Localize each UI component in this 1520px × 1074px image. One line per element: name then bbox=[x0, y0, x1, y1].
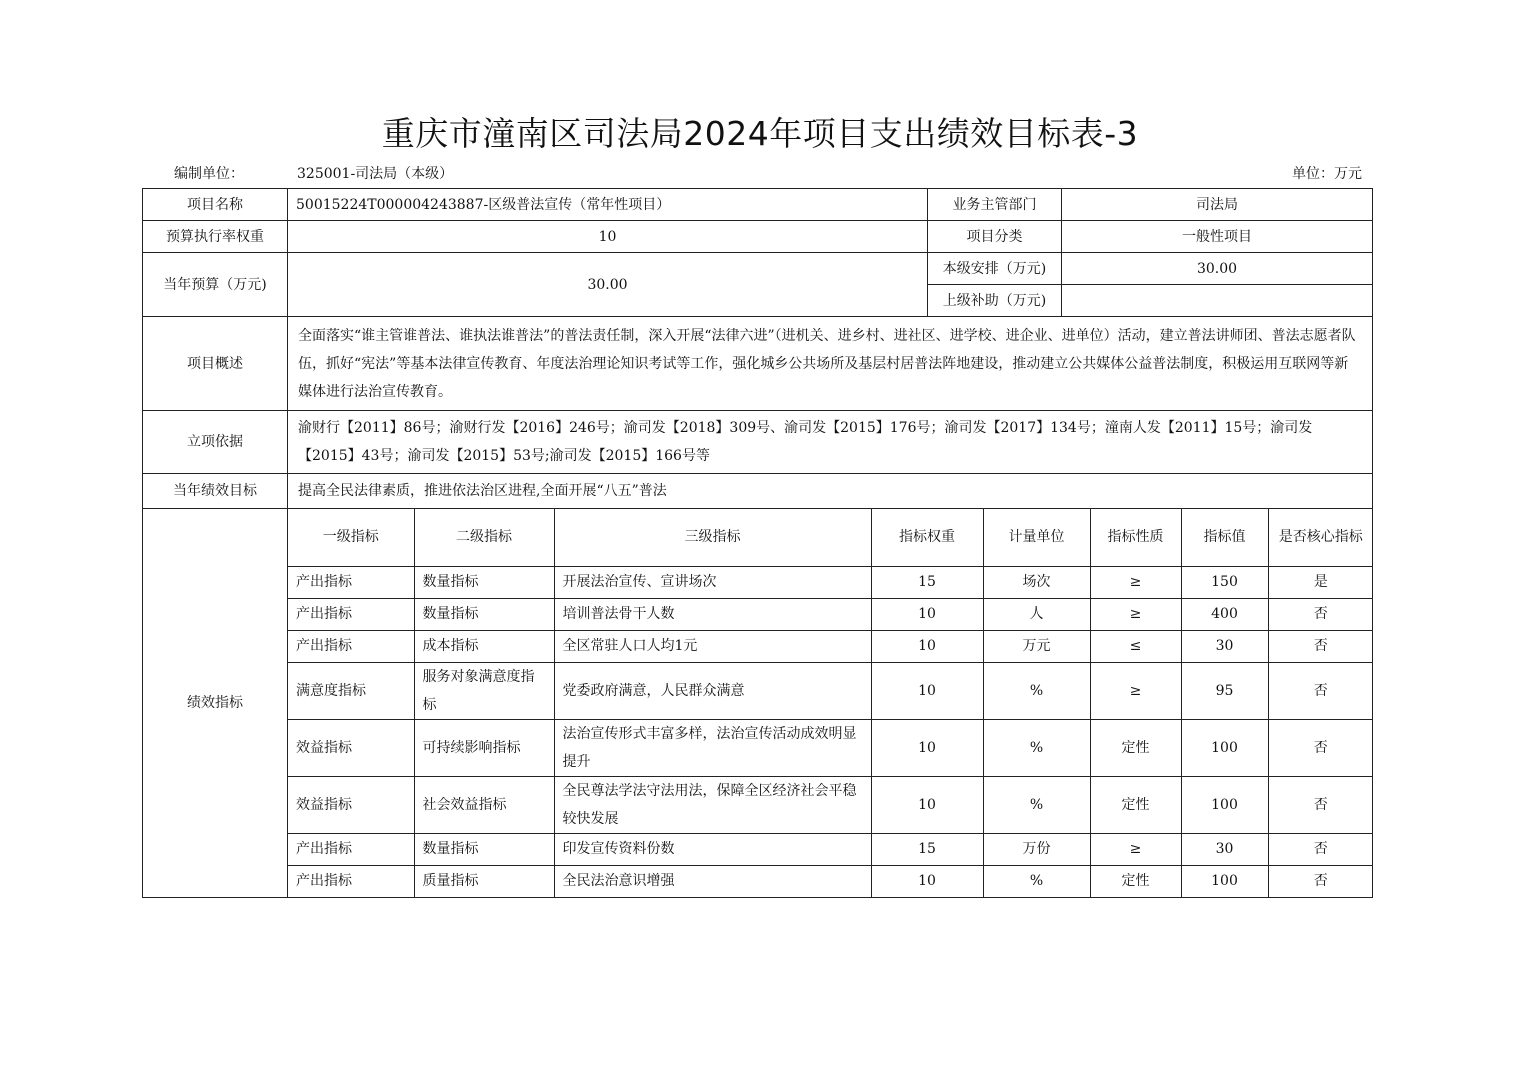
indicator-level2: 数量指标 bbox=[414, 833, 554, 865]
currency-unit: 单位：万元 bbox=[1292, 166, 1362, 182]
goal-label: 当年绩效目标 bbox=[143, 474, 288, 509]
indicator-level3: 法治宣传形式丰富多样，法治宣传活动成效明显提升 bbox=[554, 719, 871, 776]
indicator-level1: 产出指标 bbox=[288, 833, 414, 865]
header-l2: 二级指标 bbox=[414, 509, 554, 566]
indicator-value: 95 bbox=[1181, 662, 1268, 719]
budget-value: 30.00 bbox=[288, 253, 928, 317]
dept-value: 司法局 bbox=[1062, 189, 1373, 221]
indicator-unit: 人 bbox=[983, 598, 1090, 630]
indicator-weight: 10 bbox=[871, 776, 983, 833]
table-row bbox=[288, 776, 1373, 833]
indicator-core: 否 bbox=[1268, 833, 1373, 865]
category-label: 项目分类 bbox=[928, 221, 1062, 253]
indicator-weight: 10 bbox=[871, 598, 983, 630]
indicator-value: 100 bbox=[1181, 776, 1268, 833]
header-l1: 一级指标 bbox=[288, 509, 414, 566]
indicator-core: 否 bbox=[1268, 719, 1373, 776]
overview-label: 项目概述 bbox=[143, 317, 288, 411]
indicator-level2: 质量指标 bbox=[414, 865, 554, 897]
indicator-unit: % bbox=[983, 662, 1090, 719]
indicator-level3: 培训普法骨干人数 bbox=[554, 598, 871, 630]
indicators-table bbox=[288, 509, 1373, 897]
indicator-nature: ≥ bbox=[1090, 662, 1181, 719]
header-nature: 指标性质 bbox=[1090, 509, 1181, 566]
table-row bbox=[288, 865, 1373, 897]
indicator-value: 100 bbox=[1181, 719, 1268, 776]
header-unit: 计量单位 bbox=[983, 509, 1090, 566]
indicator-unit: 场次 bbox=[983, 566, 1090, 598]
indicator-unit: 万元 bbox=[983, 630, 1090, 662]
table-row bbox=[288, 598, 1373, 630]
budget-label: 当年预算（万元) bbox=[143, 253, 288, 317]
indicator-level1: 产出指标 bbox=[288, 630, 414, 662]
indicator-unit: % bbox=[983, 776, 1090, 833]
indicator-level3: 党委政府满意，人民群众满意 bbox=[554, 662, 871, 719]
indicator-nature: 定性 bbox=[1090, 776, 1181, 833]
indicator-level2: 可持续影响指标 bbox=[414, 719, 554, 776]
indicator-level2: 成本指标 bbox=[414, 630, 554, 662]
indicator-nature: ≥ bbox=[1090, 598, 1181, 630]
upper-value bbox=[1062, 285, 1373, 317]
table-row bbox=[288, 833, 1373, 865]
upper-label: 上级补助（万元) bbox=[928, 285, 1062, 317]
indicator-value: 150 bbox=[1181, 566, 1268, 598]
compiling-unit-label: 编制单位： bbox=[174, 166, 244, 182]
basis-label: 立项依据 bbox=[143, 411, 288, 474]
indicator-level3: 开展法治宣传、宣讲场次 bbox=[554, 566, 871, 598]
indicator-level3: 全区常驻人口人均1元 bbox=[554, 630, 871, 662]
indicator-nature: ≥ bbox=[1090, 833, 1181, 865]
indicator-level1: 产出指标 bbox=[288, 865, 414, 897]
weight-label: 预算执行率权重 bbox=[143, 221, 288, 253]
indicator-nature: ≥ bbox=[1090, 566, 1181, 598]
indicator-unit: % bbox=[983, 719, 1090, 776]
indicator-nature: 定性 bbox=[1090, 719, 1181, 776]
indicator-level2: 服务对象满意度指标 bbox=[414, 662, 554, 719]
indicator-core: 是 bbox=[1268, 566, 1373, 598]
local-label: 本级安排（万元) bbox=[928, 253, 1062, 285]
category-value: 一般性项目 bbox=[1062, 221, 1373, 253]
indicator-level1: 效益指标 bbox=[288, 719, 414, 776]
header-l3: 三级指标 bbox=[554, 509, 871, 566]
overview-value: 全面落实“谁主管谁普法、谁执法谁普法”的普法责任制，深入开展“法律六进”（进机关、进乡村、进社区、进学校、进企业、进单位）活动，建立普法讲师团、普法志愿者队伍，抓好“宪法”等基本法律宣传教育、年度法治理论知识考试等工作，强化城乡公共场所及基层村居普法阵地建设，推动建立公共媒体公益普法制度，积极运用互联网等新媒体进行法治宣传教育。 bbox=[288, 317, 1373, 411]
indicator-weight: 10 bbox=[871, 630, 983, 662]
local-value: 30.00 bbox=[1062, 253, 1373, 285]
indicator-level3: 全民法治意识增强 bbox=[554, 865, 871, 897]
header-value: 指标值 bbox=[1181, 509, 1268, 566]
indicator-unit: % bbox=[983, 865, 1090, 897]
indicator-value: 30 bbox=[1181, 630, 1268, 662]
indicator-core: 否 bbox=[1268, 598, 1373, 630]
indicator-weight: 10 bbox=[871, 719, 983, 776]
indicator-level3: 全民尊法学法守法用法，保障全区经济社会平稳较快发展 bbox=[554, 776, 871, 833]
goal-value: 提高全民法律素质，推进依法治区进程,全面开展“八五”普法 bbox=[288, 474, 1373, 509]
table-row bbox=[288, 566, 1373, 598]
indicator-weight: 15 bbox=[871, 833, 983, 865]
indicators-cell bbox=[288, 509, 1373, 898]
indicators-header-row bbox=[288, 509, 1373, 566]
table-row bbox=[288, 662, 1373, 719]
compiling-unit-value: 325001-司法局（本级） bbox=[297, 166, 454, 182]
table-row bbox=[288, 630, 1373, 662]
indicator-level1: 产出指标 bbox=[288, 598, 414, 630]
indicator-value: 100 bbox=[1181, 865, 1268, 897]
indicator-level2: 数量指标 bbox=[414, 598, 554, 630]
indicator-core: 否 bbox=[1268, 776, 1373, 833]
indicator-value: 30 bbox=[1181, 833, 1268, 865]
indicator-nature: 定性 bbox=[1090, 865, 1181, 897]
indicator-nature: ≤ bbox=[1090, 630, 1181, 662]
meta-line bbox=[142, 163, 1372, 185]
basis-value: 渝财行【2011】86号；渝财行发【2016】246号；渝司发【2018】309号、渝司发【2015】176号；渝司发【2017】134号；潼南人发【2011】15号；渝司发【2015】43号；渝司发【2015】53号;渝司发【2015】166号等 bbox=[288, 411, 1373, 474]
header-core: 是否核心指标 bbox=[1268, 509, 1373, 566]
project-name-value: 50015224T000004243887-区级普法宣传（常年性项目） bbox=[288, 189, 928, 221]
indicator-weight: 15 bbox=[871, 566, 983, 598]
page-title: 重庆市潼南区司法局2024年项目支出绩效目标表-3 bbox=[381, 114, 1139, 153]
dept-label: 业务主管部门 bbox=[928, 189, 1062, 221]
indicator-core: 否 bbox=[1268, 865, 1373, 897]
indicator-level2: 数量指标 bbox=[414, 566, 554, 598]
header-weight: 指标权重 bbox=[871, 509, 983, 566]
indicator-core: 否 bbox=[1268, 630, 1373, 662]
weight-value: 10 bbox=[288, 221, 928, 253]
indicator-weight: 10 bbox=[871, 865, 983, 897]
performance-table bbox=[142, 188, 1373, 898]
indicator-weight: 10 bbox=[871, 662, 983, 719]
indicator-unit: 万份 bbox=[983, 833, 1090, 865]
table-row bbox=[288, 719, 1373, 776]
indicator-level1: 满意度指标 bbox=[288, 662, 414, 719]
indicator-level1: 效益指标 bbox=[288, 776, 414, 833]
indicator-core: 否 bbox=[1268, 662, 1373, 719]
indicator-level1: 产出指标 bbox=[288, 566, 414, 598]
project-name-label: 项目名称 bbox=[143, 189, 288, 221]
indicator-level2: 社会效益指标 bbox=[414, 776, 554, 833]
indicator-level3: 印发宣传资料份数 bbox=[554, 833, 871, 865]
indicator-value: 400 bbox=[1181, 598, 1268, 630]
indicators-label: 绩效指标 bbox=[143, 509, 288, 898]
